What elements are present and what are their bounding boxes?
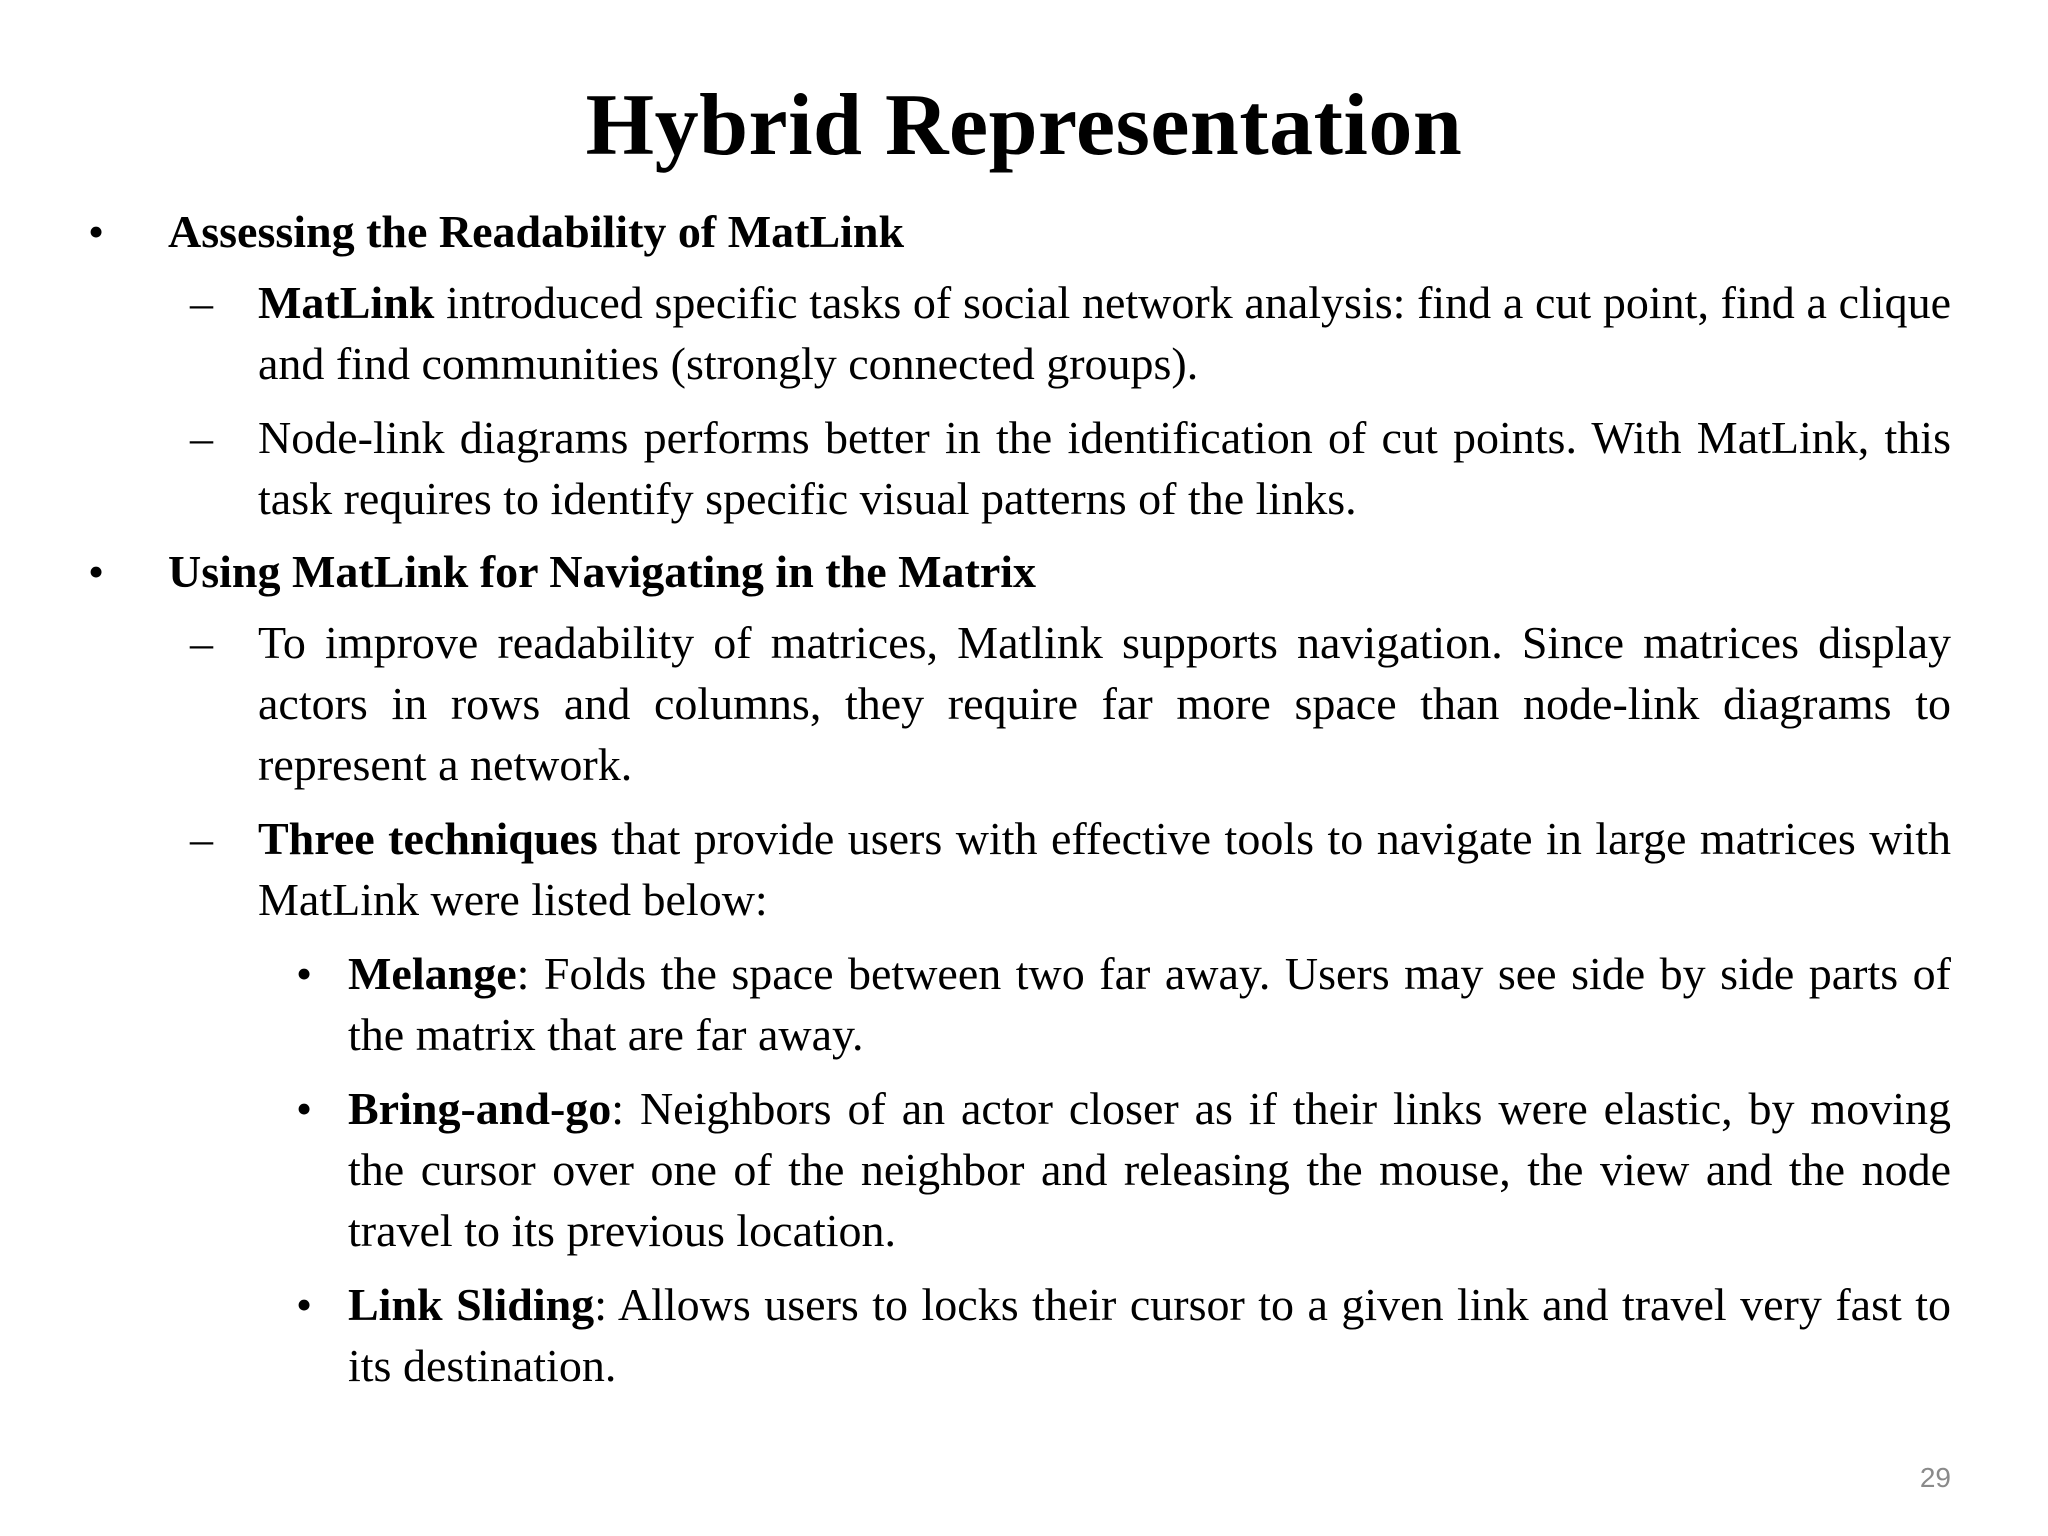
bold-lead-matlink: MatLink (258, 277, 435, 328)
bullet-navigation-heading (88, 542, 1948, 602)
slide-content (0, 202, 2048, 1409)
technique-name: Bring-and-go (348, 1083, 612, 1134)
technique-text: : Allows users to locks their cursor to a given link and travel very fast to its destination. (348, 1279, 1951, 1391)
subitem-text: introduced specific tasks of social network analysis: find a cut point, find a clique and find communities (strongly connected groups). (258, 277, 1951, 389)
bullet-icon: • (296, 1279, 313, 1330)
technique-link-sliding (296, 1274, 1951, 1396)
slide-page-number: 29 (1919, 1462, 1951, 1493)
bullet-heading-text: Assessing the Readability of MatLink (168, 206, 905, 257)
technique-melange (296, 943, 1951, 1065)
bold-lead-three-techniques: Three techniques (258, 813, 598, 864)
technique-text: : Folds the space between two far away. Users may see side by side parts of the matrix that are far away. (348, 948, 1951, 1060)
technique-text: : Neighbors of an actor closer as if their links were elastic, by moving the cursor over one of the neighbor and releasing the mouse, the view and the node travel to its previous location. (348, 1083, 1951, 1256)
bullet-readability-heading (88, 202, 1948, 262)
dash-icon: – (190, 617, 213, 668)
dash-icon: – (190, 412, 213, 463)
dash-icon: – (190, 813, 213, 864)
technique-name: Link Sliding (348, 1279, 595, 1330)
subitem-matlink-tasks (190, 272, 1951, 394)
bullet-icon: • (296, 948, 313, 999)
subitem-readability-navigation (190, 612, 1951, 795)
bullet-icon: • (88, 546, 105, 597)
dash-icon: – (190, 277, 213, 328)
technique-name: Melange (348, 948, 517, 999)
technique-bring-and-go (296, 1078, 1951, 1261)
subitem-node-link-cut-points (190, 407, 1951, 529)
slide-title: Hybrid Representation (585, 77, 1463, 174)
bullet-icon: • (88, 206, 105, 257)
bullet-heading-text: Using MatLink for Navigating in the Matrix (168, 546, 1037, 597)
subitem-three-techniques (190, 808, 1951, 930)
subitem-text: that provide users with effective tools to navigate in large matrices with MatLink were listed below: (258, 813, 1951, 925)
subitem-text: To improve readability of matrices, Matlink supports navigation. Since matrices display actors in rows and columns, they require far more space than node-link diagrams to represent a network. (258, 617, 1951, 790)
bullet-icon: • (296, 1083, 313, 1134)
subitem-text: Node-link diagrams performs better in the identification of cut points. With MatLink, this task requires to identify specific visual patterns of the links. (258, 412, 1951, 524)
